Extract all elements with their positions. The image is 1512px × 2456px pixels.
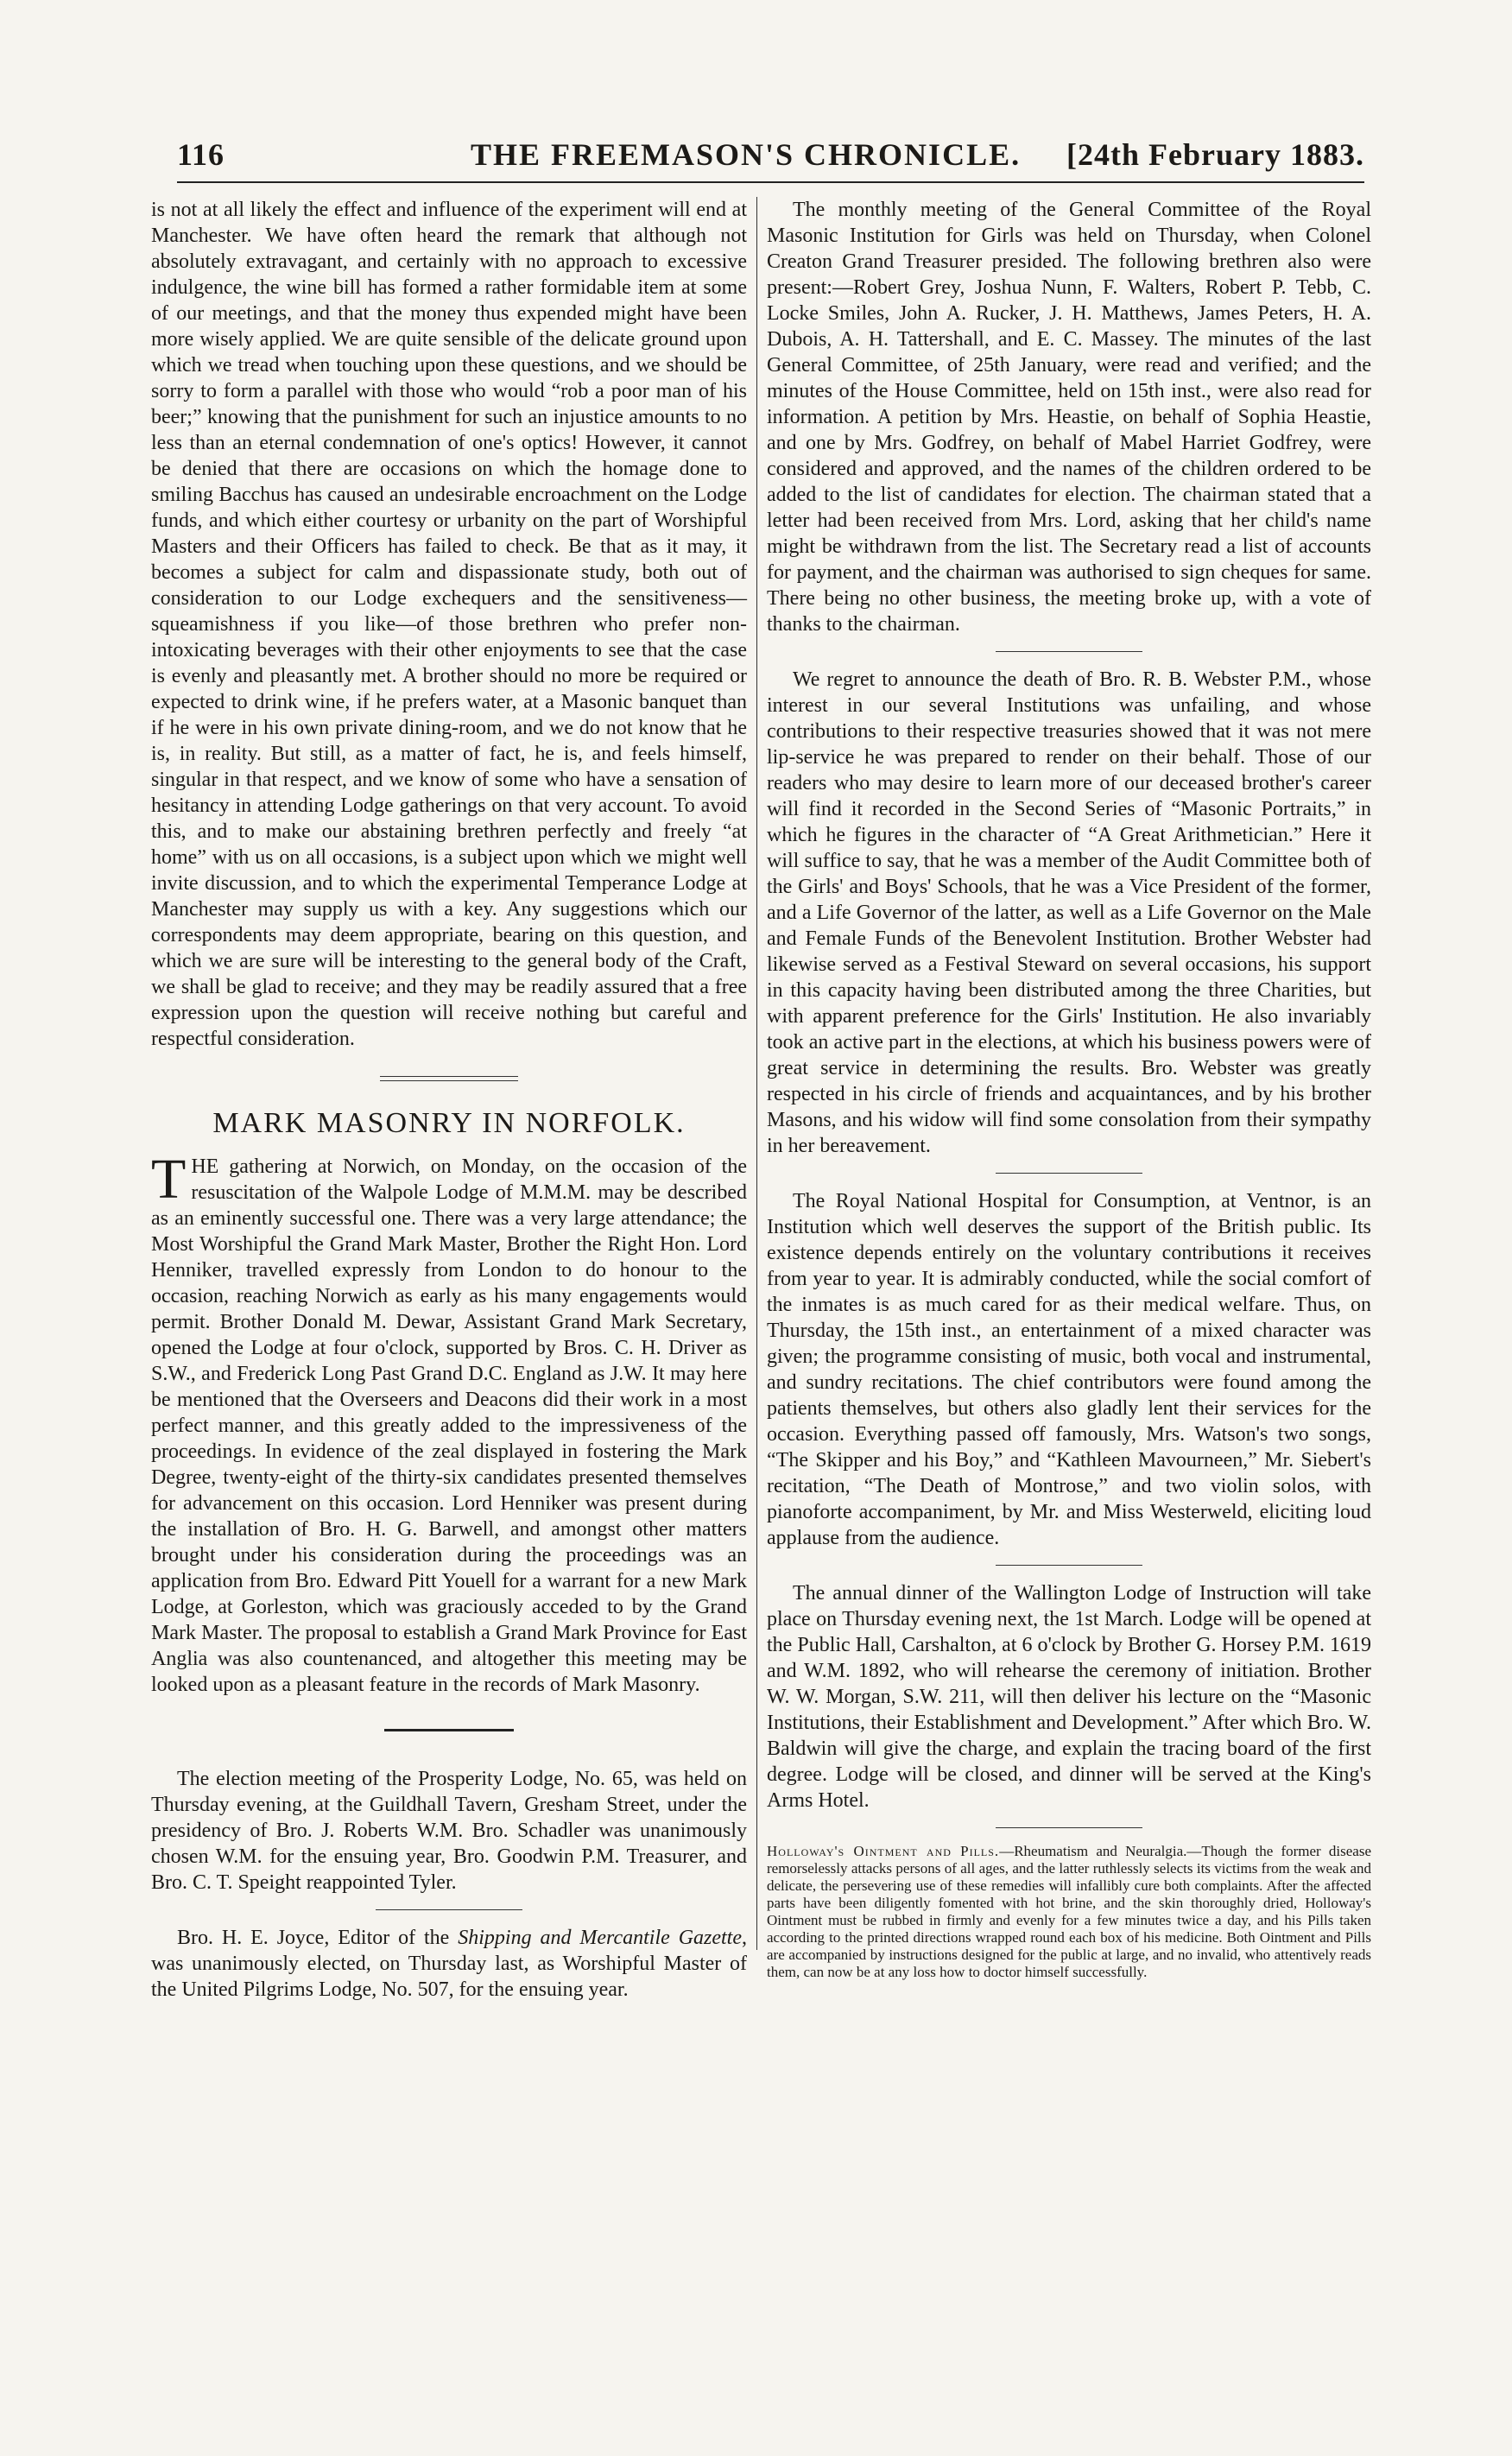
- girls-institution-item: The monthly meeting of the General Committee of the Royal Masonic Institution for Girls was held on Thursday, when Colonel Creaton Grand Treasurer presided. The following brethren also were present:—Robert Grey, Joshua Nunn, F. Walters, Robert P. Tebb, C. Locke Smiles, John A. Rucker, J. H. Matthews, James Peters, H. A. Dubois, A. H. Tattershall, and E. C. Massey. The minutes of the last General Committee, of 25th January, were read and verified; and the minutes of the House Committee, held on 15th inst., were also read for information. A petition by Mrs. Heastie, on behalf of Sophia Heastie, and one by Mrs. Godfrey, on behalf of Mabel Harriet Godfrey, were considered and approved, and the names of the children ordered to be added to the list of candidates for election. The chairman stated that a letter had been received from Mrs. Lord, asking that her child's name might be withdrawn from the list. The Secretary read a list of accounts for payment, and the chairman was authorised to sign cheques for same. There being no other business, the meeting broke up, with a vote of thanks to the chairman.: [767, 199, 1371, 636]
- item-separator: [996, 651, 1142, 653]
- publication-title: THE FREEMASON'S CHRONICLE.: [471, 137, 1022, 172]
- mark-masonry-article: [151, 1148, 747, 1698]
- issue-date: [24th February 1883.: [1066, 137, 1364, 172]
- wallington-lodge-item: The annual dinner of the Wallington Lodge of Instruction will take place on Thursday evening next, the 1st March. Lodge will be opened at the Public Hall, Carshalton, at 6 o'clock by Brother G. Horsey P.M. 1619 and W.M. 1892, who will rehearse the ceremony of initiation. Brother W. W. Morgan, S.W. 211, will then deliver his lecture on the “Masonic Institutions, their Establishment and Development.” After which Bro. W. Baldwin will give the charge, and explain the tracing board of the first degree. Lodge will be closed, and dinner will be served at the King's Arms Hotel.: [767, 1582, 1371, 1812]
- temperance-article-continuation: is not at all likely the effect and influence of the experiment will end at Manchester. We have often heard the remark that although not absolutely extravagant, and certainly with no approach to excessive indulgence, the wine bill has formed a rather formidable item at some of our meetings, and that the money thus expended might have been more wisely applied. We are quite sensible of the delicate ground upon which we tread when touching upon these questions, and we should be sorry to form a parallel with those who would “rob a poor man of his beer;” knowing that the punishment for such an injustice amounts to no less than an eternal condemnation of one's optics! However, it cannot be denied that there are occasions on which the homage done to smiling Bacchus has caused an undesirable encroachment on the Lodge funds, and which either courtesy or urbanity on the part of Worshipful Masters and their Officers has failed to check. Be that as it may, it becomes a subject for calm and dispassionate study, both out of consideration to our Lodge exchequers and the sensitiveness—squeamishness if you like—of those brethren who prefer non-intoxicating beverages with their other enjoyments to see that the case is evenly and pleasantly met. A brother should no more be required or expected to drink wine, if he prefers water, at a Masonic banquet than if he were in his own private dining-room, and we do not know that he is, in reality. But still, as a matter of fact, he is, and feels himself, singular in that respect, and we know of some who have a sensation of hesitancy in attending Lodge gatherings on that very account. To avoid this, and to make our abstaining brethren perfectly and freely “at home” with us on all occasions, is a subject upon which we might well invite discussion, and to which the experimental Temperance Lodge at Manchester may supply us with a key. Any suggestions which our correspondents may deem appropriate, bearing on this question, and which we are sure will be interesting to the general body of the Craft, we shall be glad to receive; and they may be readily assured that a free expression upon the question will receive nothing but careful and respectful consideration.: [151, 199, 747, 1050]
- header-rule: [177, 181, 1364, 183]
- ventnor-hospital-item: The Royal National Hospital for Consumption, at Ventnor, is an Institution which well deserves the support of the British public. Its existence depends entirely on the voluntary contributions it receives from year to year. It is admirably conducted, while the social comfort of the inmates is as much cared for as their medical welfare. Thus, on Thursday, the 15th inst., an entertainment of a mixed character was given; the programme consisting of music, both vocal and instrumental, and sundry recitations. The chief contributors were found among the patients themselves, but others also gladly lent their services for the occasion. Everything passed off famously, Mrs. Watson's two songs, “The Skipper and his Boy,” and “Kathleen Mavourneen,” Mr. Siebert's recitation, “The Death of Montrose,” and two violin solos, with pianoforte accompaniment, by Mr. and Miss Westerweld, eliciting loud applause from the audience.: [767, 1190, 1371, 1549]
- section-separator: [384, 1729, 514, 1731]
- joyce-text-a: Bro. H. E. Joyce, Editor of the: [177, 1927, 459, 1949]
- drop-cap: T: [151, 1148, 187, 1211]
- page-number: 116: [177, 137, 225, 172]
- item-separator: [996, 1827, 1142, 1829]
- joyce-text-b: , was unanimously elected, on Thursday last, as Worshipful Master of the United Pilgrims Lodge, No. 507, for the ensuing year.: [151, 1927, 748, 2001]
- newspaper-name: Shipping and Mercantile Gazette: [458, 1927, 743, 1949]
- prosperity-lodge-item: The election meeting of the Prosperity Lodge, No. 65, was held on Thursday evening, at the Guildhall Tavern, Gresham Street, under the presidency of Bro. J. Roberts W.M. Bro. Schadler was unanimously chosen W.M. for the ensuing year, Bro. Goodwin P.M. Treasurer, and Bro. C. T. Speight reappointed Tyler.: [151, 1768, 747, 1894]
- ad-lead: Holloway's Ointment and Pills.: [767, 1843, 1000, 1859]
- page-header: [177, 136, 1364, 183]
- holloway-advertisement: [767, 1843, 1371, 1981]
- section-separator: [380, 1076, 518, 1081]
- webster-obituary: We regret to announce the death of Bro. R. B. Webster P.M., whose interest in our several Institutions was unfailing, and whose contributions to their respective treasuries showed that it was not mere lip-service he was prepared to render on their behalf. Those of our readers who may desire to learn more of our deceased brother's career will find it recorded in the Second Series of “Masonic Portraits,” in which he figures in the character of “A Great Arithmetician.” Here it will suffice to say, that he was a member of the Audit Committee both of the Girls' and Boys' Schools, that he was a Vice President of the former, and a Life Governor of the latter, as well as a Life Governor on the Male and Female Funds of the Benevolent Institution. Brother Webster had likewise served as a Festival Steward on several occasions, his support in this capacity having been distributed among the three Charities, but with apparent preference for the Girls' Institution. He also invariably took an active part in the elections, at which his business powers were of great service in determining the results. Bro. Webster was greatly respected in his circle of friends and acquaintances, and by his brother Masons, and his widow will find some consolation from their sympathy in her bereavement.: [767, 668, 1371, 1157]
- joyce-election-item: [151, 1925, 747, 2003]
- mark-masonry-text: HE gathering at Norwich, on Monday, on the occasion of the resuscitation of the Walpole Lodge of M.M.M. may be described as an eminently successful one. There was a very large attendance; the Most Worshipful the Grand Mark Master, Brother the Right Hon. Lord Henniker, travelled expressly from London to do honour to the occasion, reaching Norwich as early as his many engagements would permit. Brother Donald M. Dewar, Assistant Grand Mark Secretary, opened the Lodge at four o'clock, supported by Bros. C. H. Driver as S.W., and Frederick Long Past Grand D.C. England as J.W. It may here be mentioned that the Overseers and Deacons did their work in a most perfect manner, and this greatly added to the impressiveness of the proceedings. In evidence of the zeal displayed in fostering the Mark Degree, twenty-eight of the thirty-six candidates presented themselves for advancement on this occasion. Lord Henniker was present during the installation of Bro. H. G. Barwell, and amongst other matters brought under his consideration during the proceedings was an application from Bro. Edward Pitt Youell for a warrant for a new Mark Lodge, at Gorleston, which was graciously acceded to by the Grand Mark Master. The proposal to establish a Grand Mark Province for East Anglia was also countenanced, and altogether this meeting may be looked upon as a pleasant feature in the records of Mark Masonry.: [151, 1155, 747, 1696]
- ad-body: —Rheumatism and Neuralgia.—Though the former disease remorselessly attacks persons of all ages, and the latter ruthlessly selects its victims from the weak and delicate, the persevering use of these remedies will infallibly cure both complaints. After the affected parts have been diligently fomented with hot brine, and the skin thoroughly dried, Holloway's Ointment must be rubbed in firmly and evenly for a few minutes twice a day, and his Pills taken according to the printed directions wrapped round each box of his medicine. Both Ointment and Pills are accompanied by instructions designed for the public at large, and no invalid, who attentively reads them, can now be at any loss how to doctor himself successfully.: [767, 1843, 1372, 1980]
- item-separator: [996, 1173, 1142, 1174]
- left-column: [151, 197, 747, 2003]
- column-divider: [756, 197, 757, 1950]
- right-column: [767, 197, 1371, 1981]
- article-heading: MARK MASONRY IN NORFOLK.: [212, 1107, 686, 1139]
- item-separator: [996, 1565, 1142, 1567]
- item-separator: [376, 1909, 522, 1911]
